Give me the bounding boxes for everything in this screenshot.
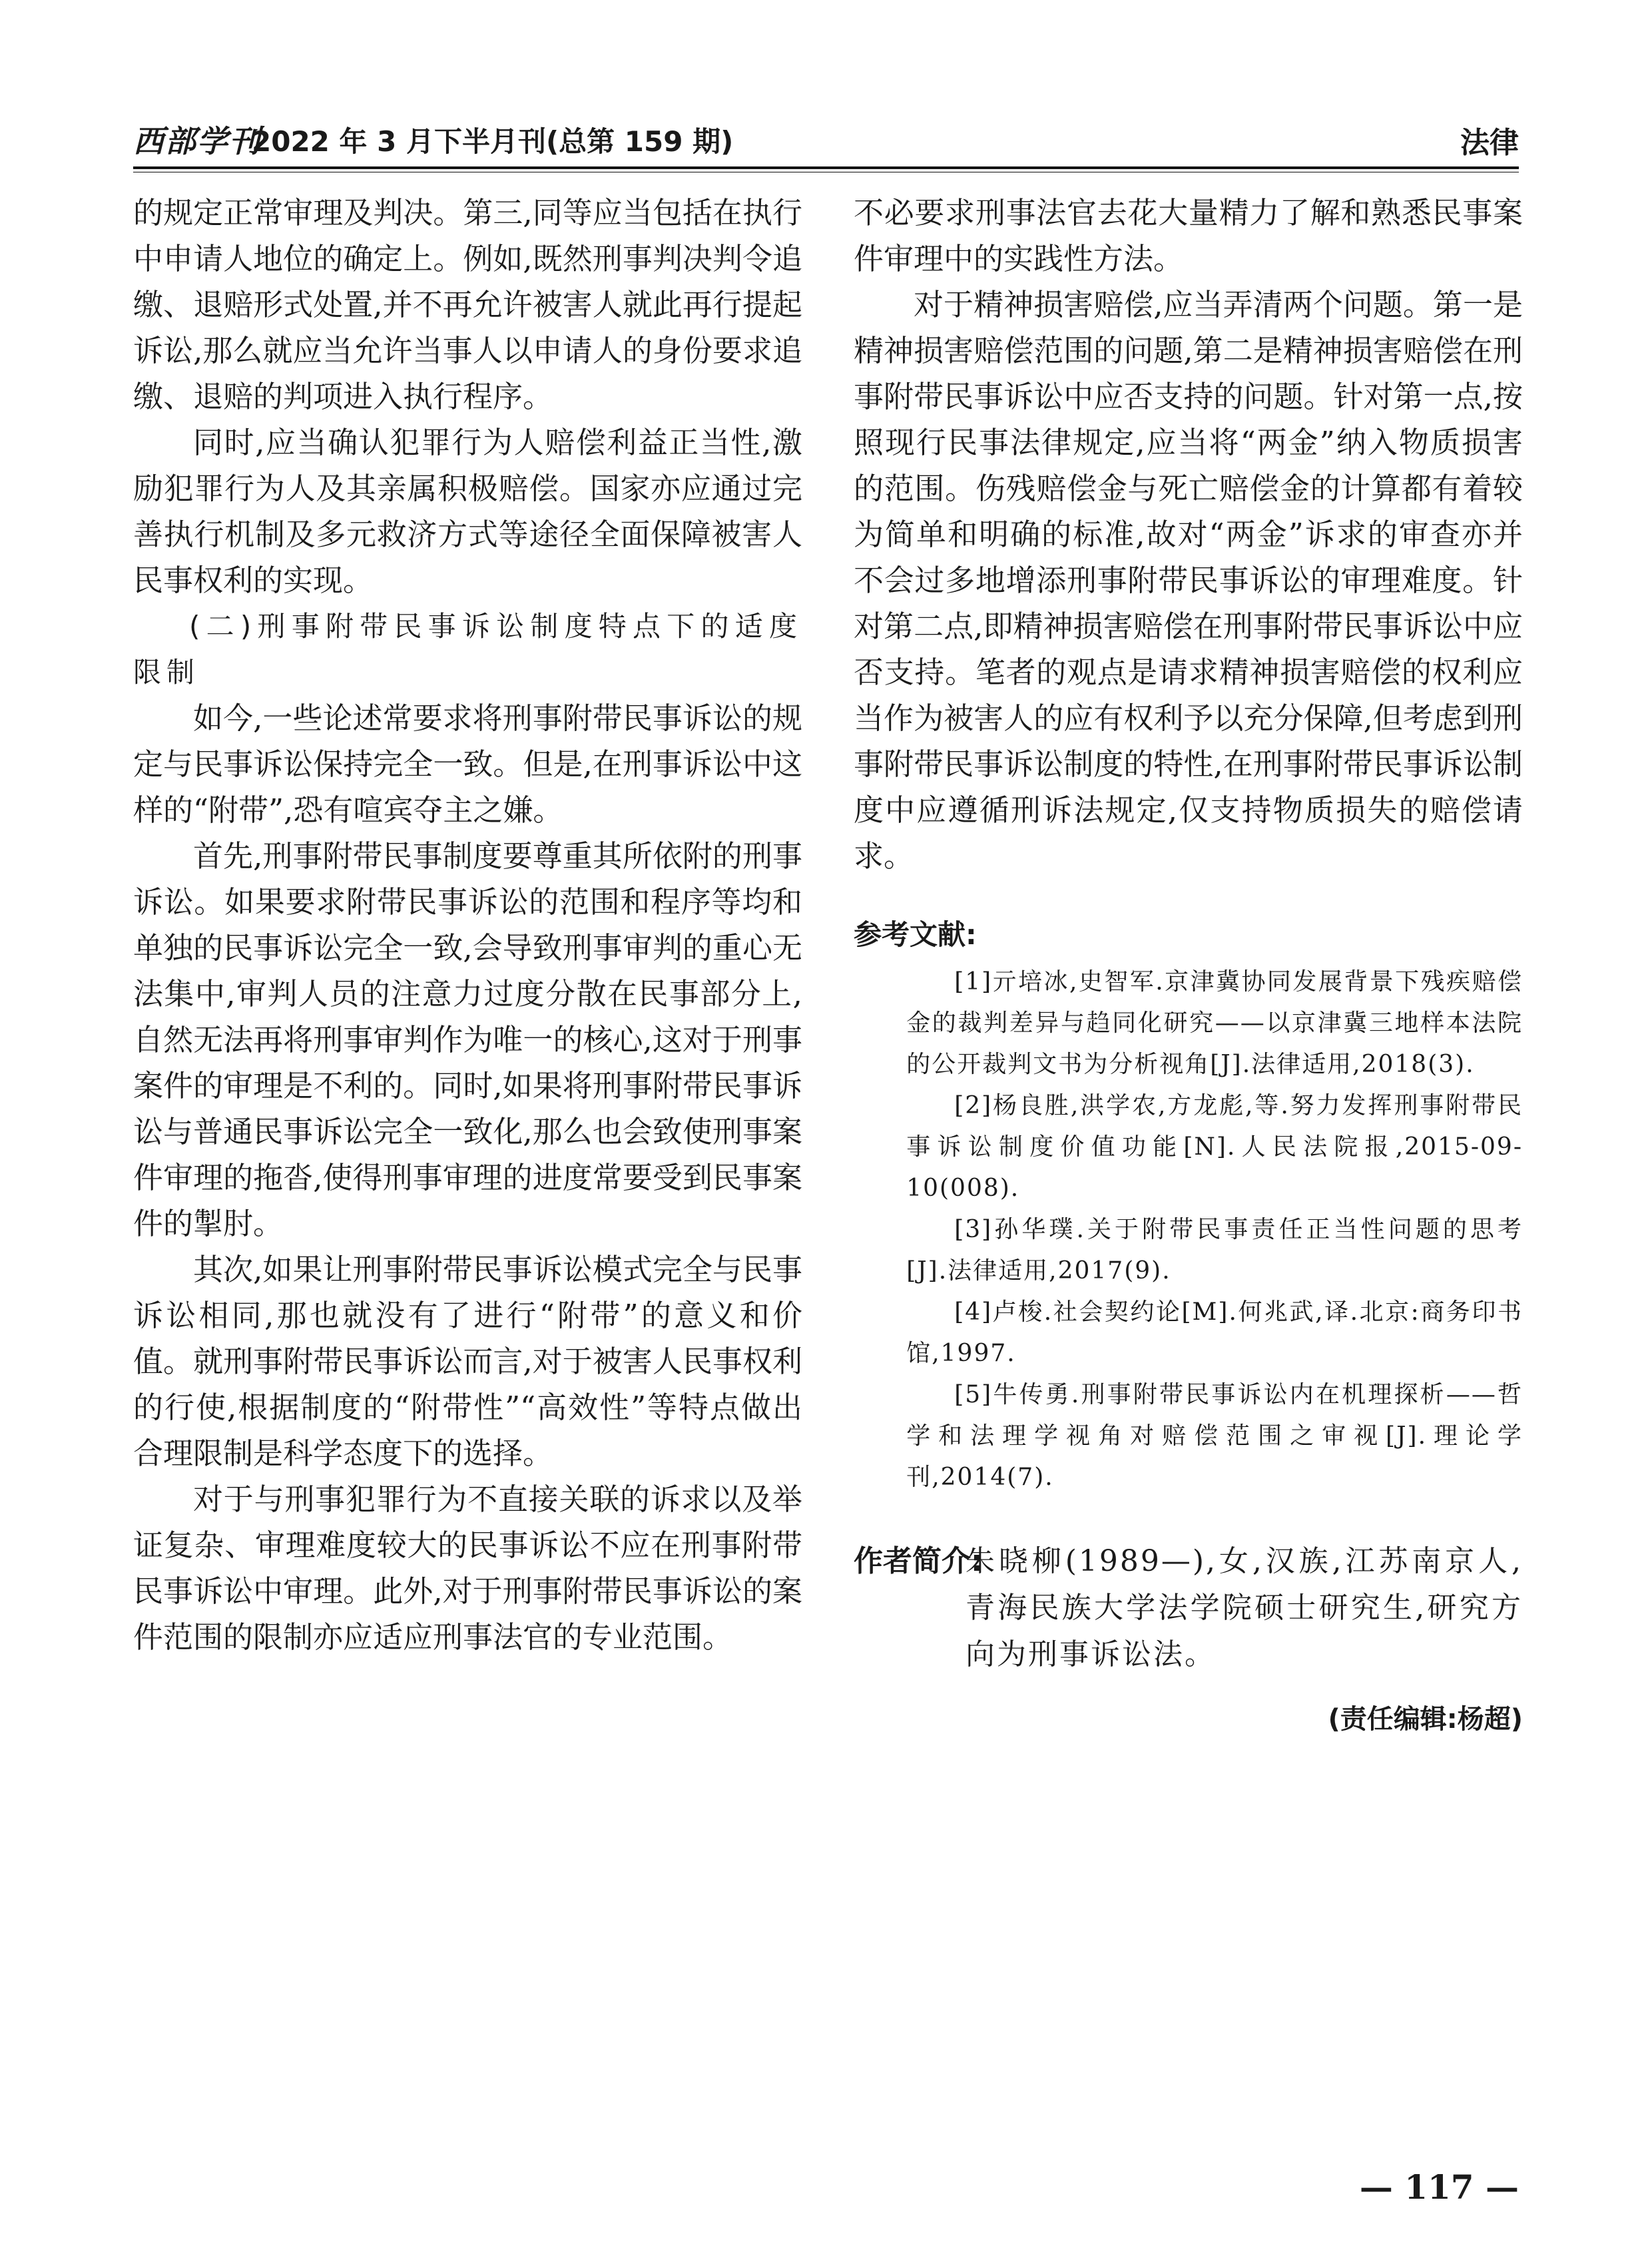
page-header [133, 113, 1519, 173]
paragraph: 其次,如果让刑事附带民事诉讼模式完全与民事诉讼相同,那也就没有了进行“附带”的意义和价值。就刑事附带民事诉讼而言,对于被害人民事权利的行使,根据制度的“附带性”“高效性”等特点做出合理限制是科学态度下的选择。 [133, 1252, 802, 1471]
right-column [854, 190, 1523, 1743]
paragraph: 对于与刑事犯罪行为不直接关联的诉求以及举证复杂、审理难度较大的民事诉讼不应在刑事附带民事诉讼中审理。此外,对于刑事附带民事诉讼的案件范围的限制亦应适应刑事法官的专业范围。 [133, 1482, 802, 1655]
author-text: 朱晓柳(1989—),女,汉族,江苏南京人,青海民族大学法学院硕士研究生,研究方向为刑事诉讼法。 [965, 1544, 1523, 1671]
page-number: — 117 — [1359, 2167, 1519, 2207]
paragraph: 首先,刑事附带民事制度要尊重其所依附的刑事诉讼。如果要求附带民事诉讼的范围和程序等均和单独的民事诉讼完全一致,会导致刑事审判的重心无法集中,审判人员的注意力过度分散在民事部分上,自然无法再将刑事审判作为唯一的核心,这对于刑事案件的审理是不利的。同时,如果将刑事附带民事诉讼与普通民事诉讼完全一致化,那么也会致使刑事案件审理的拖沓,使得刑事审理的进度常要受到民事案件的掣肘。 [133, 838, 802, 1241]
paragraph: 不必要求刑事法官去花大量精力了解和熟悉民事案件审理中的实践性方法。 [854, 195, 1523, 276]
reference-item: [1]亓培冰,史智军.京津冀协同发展背景下残疾赔偿金的裁判差异与趋同化研究——以京津冀三地样本法院的公开裁判文书为分析视角[J].法律适用,2018(3). [906, 968, 1523, 1078]
paragraph: 对于精神损害赔偿,应当弄清两个问题。第一是精神损害赔偿范围的问题,第二是精神损害赔偿在刑事附带民事诉讼中应否支持的问题。针对第一点,按照现行民事法律规定,应当将“两金”纳入物质损害的范围。伤残赔偿金与死亡赔偿金的计算都有着较为简单和明确的标准,故对“两金”诉求的审查亦并不会过多地增添刑事附带民事诉讼的审理难度。针对第二点,即精神损害赔偿在刑事附带民事诉讼中应否支持。笔者的观点是请求精神损害赔偿的权利应当作为被害人的应有权利予以充分保障,但考虑到刑事附带民事诉讼制度的特性,在刑事附带民事诉讼制度中应遵循刑诉法规定,仅支持物质损失的赔偿请求。 [854, 287, 1523, 874]
header-rule [133, 166, 1519, 169]
reference-item: [2]杨良胜,洪学农,方龙彪,等.努力发挥刑事附带民事诉讼制度价值功能[N].人民法院报,2015-09-10(008). [906, 1092, 1523, 1202]
paragraph: 的规定正常审理及判决。第三,同等应当包括在执行中申请人地位的确定上。例如,既然刑事判决判令追缴、退赔形式处置,并不再允许被害人就此再行提起诉讼,那么就应当允许当事人以申请人的身份要求追缴、退赔的判项进入执行程序。 [133, 195, 802, 414]
reference-item: [5]牛传勇.刑事附带民事诉讼内在机理探析——哲学和法理学视角对赔偿范围之审视[J].理论学刊,2014(7). [906, 1381, 1523, 1491]
references-title: 参考文献: [854, 918, 977, 951]
reference-item: [4]卢梭.社会契约论[M].何兆武,译.北京:商务印书馆,1997. [906, 1298, 1523, 1367]
section-label: 法律 [1460, 126, 1519, 160]
author-label: 作者简介: [854, 1544, 983, 1578]
issue-info: 2022 年 3 月下半月刊(总第 159 期) [252, 125, 734, 158]
journal-logo: 西部学刊 [133, 123, 261, 159]
paragraph: 如今,一些论述常要求将刑事附带民事诉讼的规定与民事诉讼保持完全一致。但是,在刑事诉讼中这样的“附带”,恐有喧宾夺主之嫌。 [133, 701, 802, 828]
responsible-editor: (责任编辑:杨超) [1328, 1704, 1523, 1735]
left-column [133, 190, 802, 1660]
author-bio [854, 1538, 1523, 1678]
paragraph: 同时,应当确认犯罪行为人赔偿利益正当性,激励犯罪行为人及其亲属积极赔偿。国家亦应通过完善执行机制及多元救济方式等途径全面保障被害人民事权利的实现。 [133, 425, 802, 598]
section-subheading: (二)刑事附带民事诉讼制度特点下的适度限制 [133, 610, 802, 689]
reference-item: [3]孙华璞.关于附带民事责任正当性问题的思考[J].法律适用,2017(9). [906, 1216, 1523, 1284]
